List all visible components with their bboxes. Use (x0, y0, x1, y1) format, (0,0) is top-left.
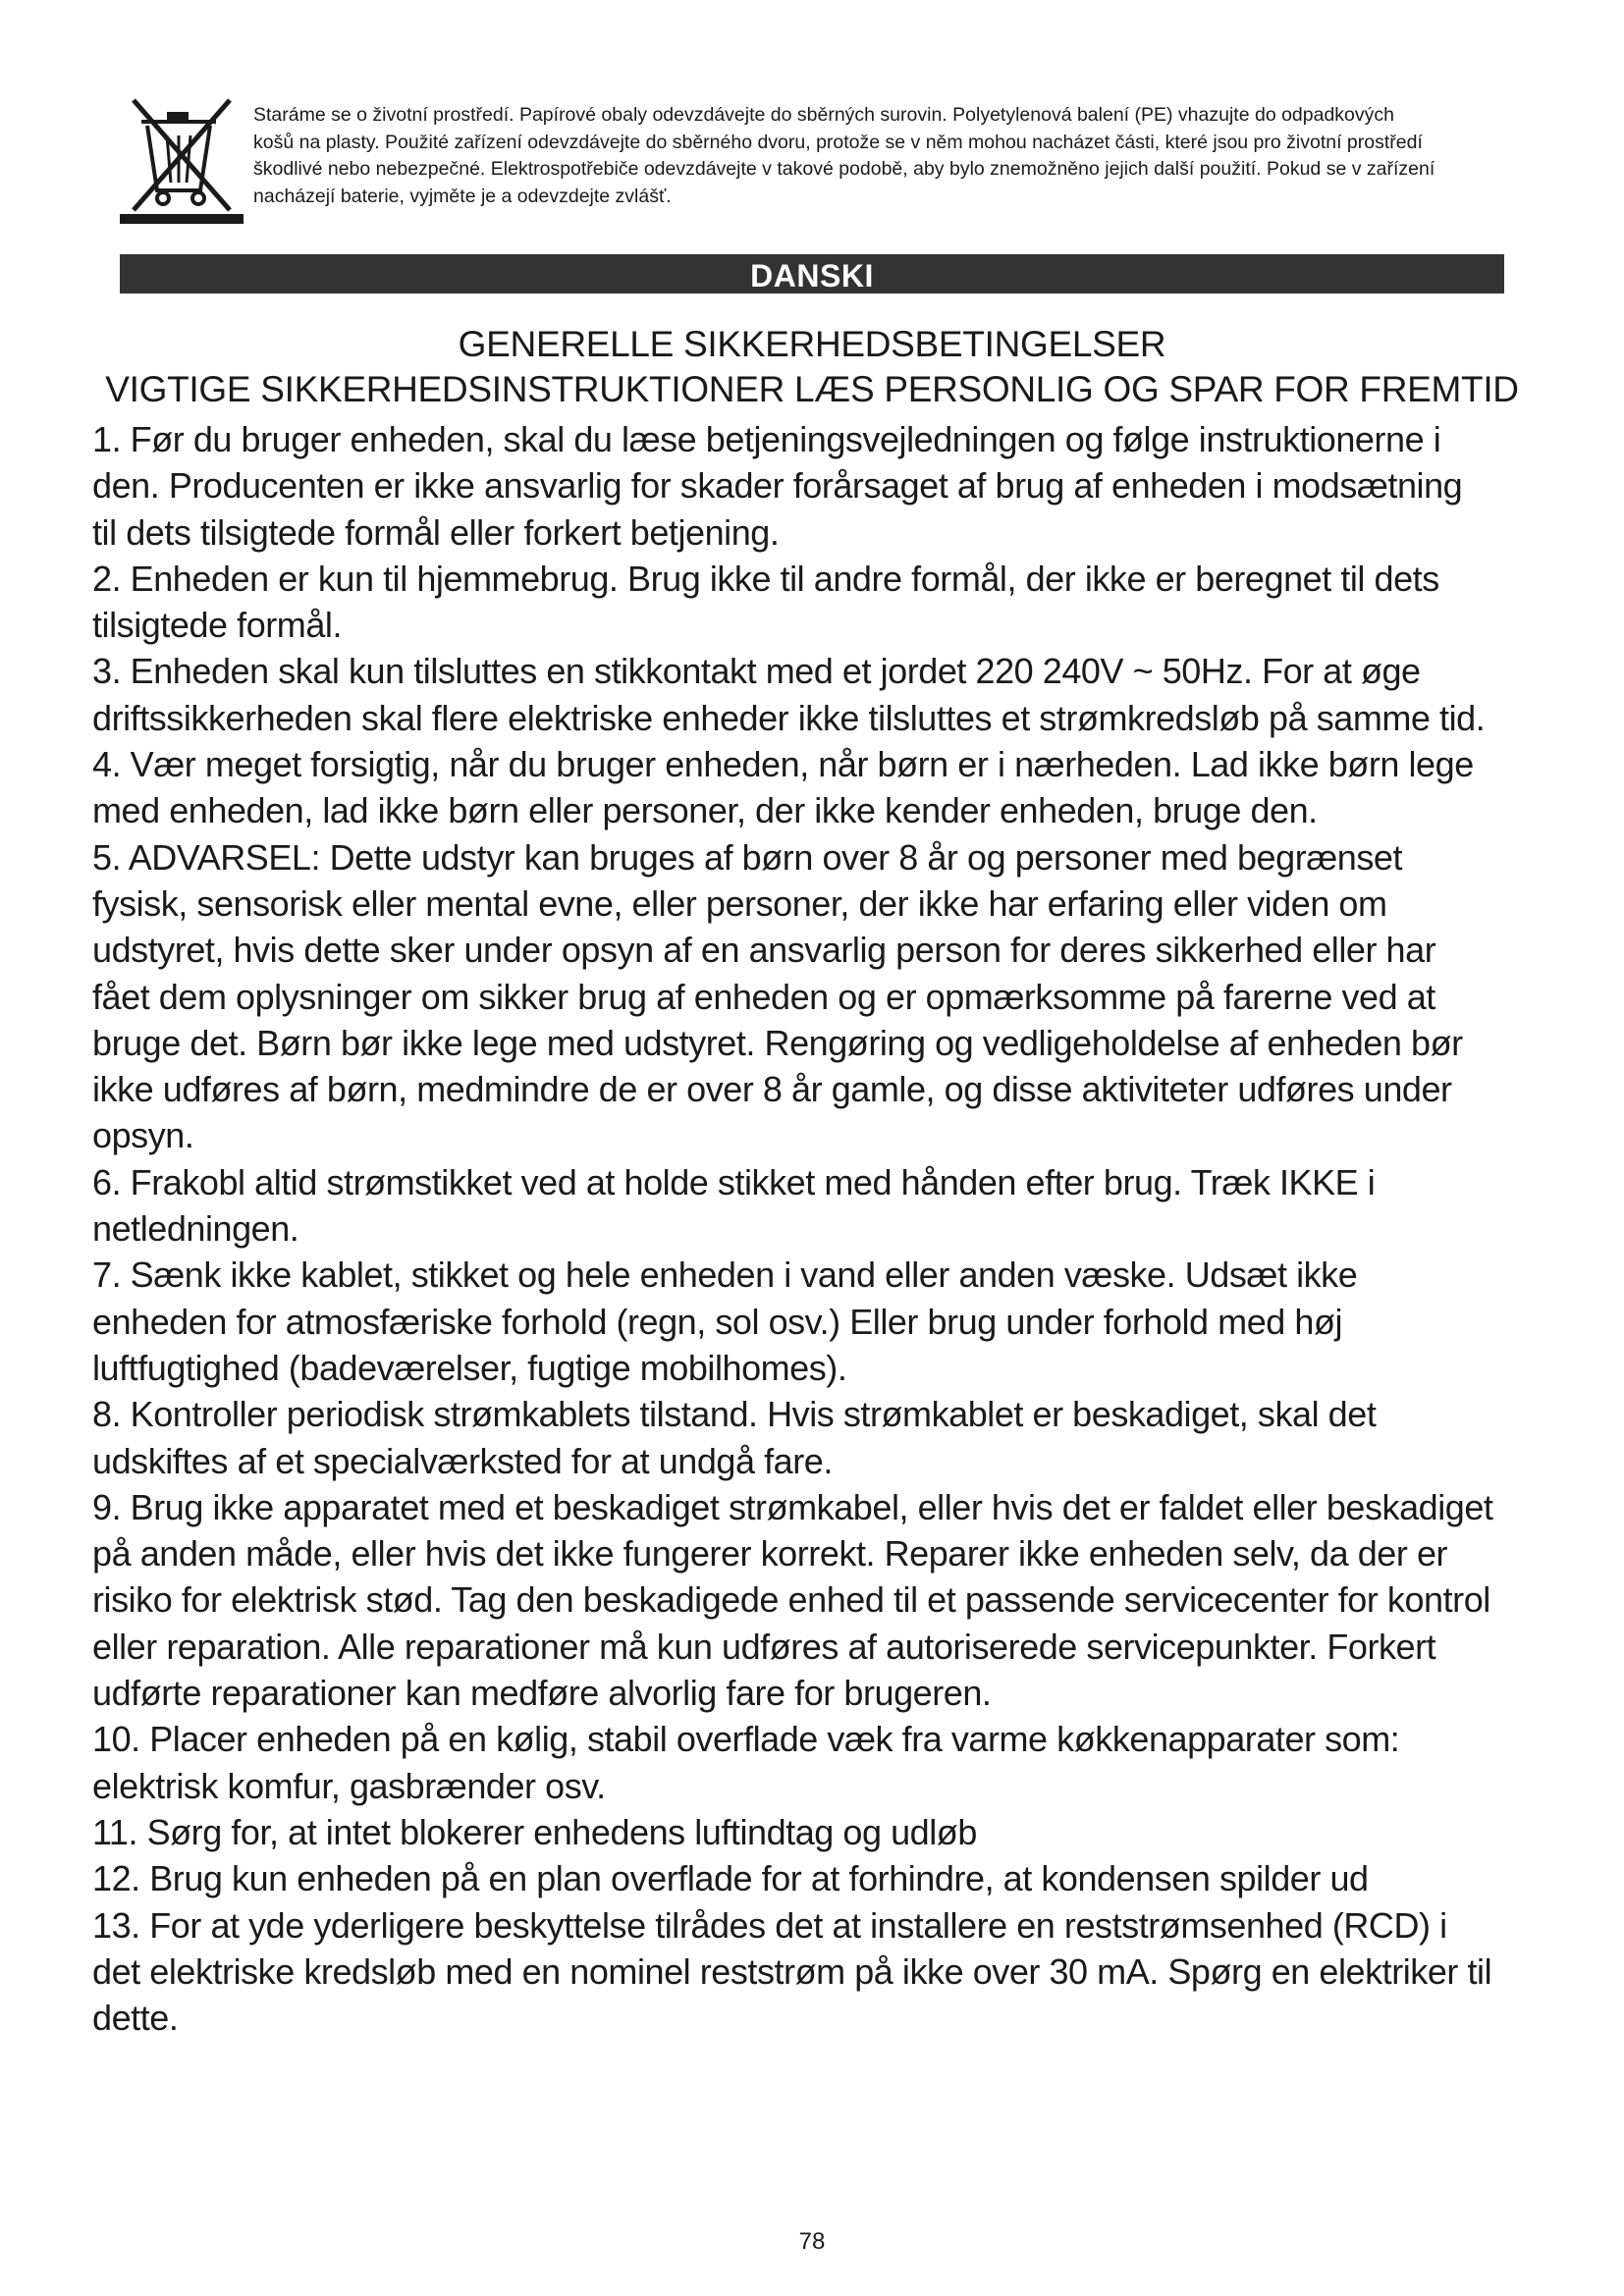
recycling-notice-line: košů na plasty. Použité zařízení odevzdávejte do sběrného dvoru, protože se v něm mohou nacházet části, které jsou pro životní prostředí (253, 131, 1423, 153)
instruction-line: 9. Brug ikke apparatet med et beskadiget strømkabel, eller hvis det er faldet eller beskadiget (92, 1486, 1493, 1527)
instruction-line: til dets tilsigtede formål eller forkert betjening. (92, 511, 780, 553)
instruction-line: driftssikkerheden skal flere elektriske enheder ikke tilsluttes et strømkredsløb på samme tid. (92, 697, 1486, 738)
recycling-notice-line: Staráme se o životní prostředí. Papírové obaly odevzdávejte do sběrných surovin. Polyetylenová balení (PE) vhazujte do odpadkových (253, 104, 1394, 126)
instruction-line: 8. Kontroller periodisk strømkablets tilstand. Hvis strømkablet er beskadiget, skal det (92, 1394, 1377, 1435)
recycling-notice (253, 102, 1510, 210)
instruction-line: risiko for elektrisk stød. Tag den beskadigede enhed til et passende servicecenter for kontrol (92, 1579, 1490, 1621)
instruction-line: enheden for atmosfæriske forhold (regn, sol osv.) Eller brug under forhold med høj (92, 1301, 1343, 1342)
instruction-line: 3. Enheden skal kun tilsluttes en stikkontakt med et jordet 220 240V ~ 50Hz. For at øge (92, 651, 1421, 692)
instruction-line: netledningen. (92, 1208, 299, 1250)
instruction-line: 11. Sørg for, at intet blokerer enhedens luftindtag og udløb (92, 1811, 977, 1852)
instruction-line: ikke udføres af børn, medmindre de er over 8 år gamle, og disse aktiviteter udføres under (92, 1069, 1452, 1110)
recycling-notice-line: škodlivé nebo nebezpečné. Elektrospotřebiče odevzdávejte v takové podobě, aby bylo znemožněno jejich další použití. Pokud se v zařízení (253, 158, 1435, 180)
instruction-line: 10. Placer enheden på en kølig, stabil overflade væk fra varme køkkenapparater som: (92, 1719, 1400, 1760)
section-subheading: VIGTIGE SIKKERHEDSINSTRUKTIONER LÆS PERSONLIG OG SPAR FOR FREMTID (105, 369, 1519, 409)
instruction-line: 6. Frakobl altid strømstikket ved at holde stikket med hånden efter brug. Træk IKKE i (92, 1161, 1376, 1202)
instruction-line: på anden måde, eller hvis det ikke fungerer korrekt. Reparer ikke enheden selv, da der er (92, 1533, 1448, 1575)
section-heading: GENERELLE SIKKERHEDSBETINGELSER (458, 324, 1166, 364)
weee-crossed-bin-icon (120, 88, 247, 226)
instruction-line: elektrisk komfur, gasbrænder osv. (92, 1765, 606, 1806)
language-banner: DANSKI (120, 254, 1504, 294)
instruction-line: tilsigtede formål. (92, 605, 343, 646)
page-number: 78 (798, 2228, 826, 2255)
recycling-notice-line: nacházejí baterie, vyjměte je a odevzdejte zvlášť. (253, 185, 672, 207)
instruction-line: fysisk, sensorisk eller mental evne, eller personer, der ikke har erfaring eller viden om (92, 882, 1387, 924)
instruction-line: fået dem oplysninger om sikker brug af enheden og er opmærksomme på farerne ved at (92, 976, 1435, 1017)
instruction-line: 5. ADVARSEL: Dette udstyr kan bruges af børn over 8 år og personer med begrænset (92, 836, 1403, 878)
instruction-line: dette. (92, 1998, 179, 2039)
instruction-line: 12. Brug kun enheden på en plan overflade for at forhindre, at kondensen spilder ud (92, 1858, 1369, 1899)
instruction-line: 1. Før du bruger enheden, skal du læse betjeningsvejledningen og følge instruktionerne i (92, 419, 1441, 459)
instruction-line: luftfugtighed (badeværelser, fugtige mobilhomes). (92, 1347, 847, 1388)
instruction-line: bruge det. Børn bør ikke lege med udstyret. Rengøring og vedligeholdelse af enheden bør (92, 1022, 1463, 1063)
instruction-line: det elektriske kredsløb med en nominel reststrøm på ikke over 30 mA. Spørg en elektriker til (92, 1950, 1492, 1992)
instruction-line: eller reparation. Alle reparationer må kun udføres af autoriserede servicepunkter. Forkert (92, 1626, 1436, 1667)
instruction-line: udførte reparationer kan medføre alvorlig fare for brugeren. (92, 1673, 992, 1714)
instruction-line: 7. Sænk ikke kablet, stikket og hele enheden i vand eller anden væske. Udsæt ikke (92, 1255, 1358, 1296)
instruction-line: opsyn. (92, 1115, 194, 1156)
instruction-line: 4. Vær meget forsigtig, når du bruger enheden, når børn er i nærheden. Lad ikke børn lege (92, 744, 1474, 785)
instruction-line: 2. Enheden er kun til hjemmebrug. Brug ikke til andre formål, der ikke er beregnet til dets (92, 558, 1439, 599)
safety-instructions-body (92, 416, 1565, 2041)
instruction-line: den. Producenten er ikke ansvarlig for skader forårsaget af brug af enheden i modsætning (92, 465, 1463, 507)
instruction-line: udskiftes af et specialværksted for at undgå fare. (92, 1440, 833, 1481)
instruction-line: 13. For at yde yderligere beskyttelse tilrådes det at installere en reststrømsenhed (RCD) i (92, 1904, 1447, 1946)
instruction-line: med enheden, lad ikke børn eller personer, der ikke kender enheden, bruge den. (92, 790, 1318, 831)
instruction-line: udstyret, hvis dette sker under opsyn af en ansvarlig person for deres sikkerhed eller har (92, 930, 1436, 971)
